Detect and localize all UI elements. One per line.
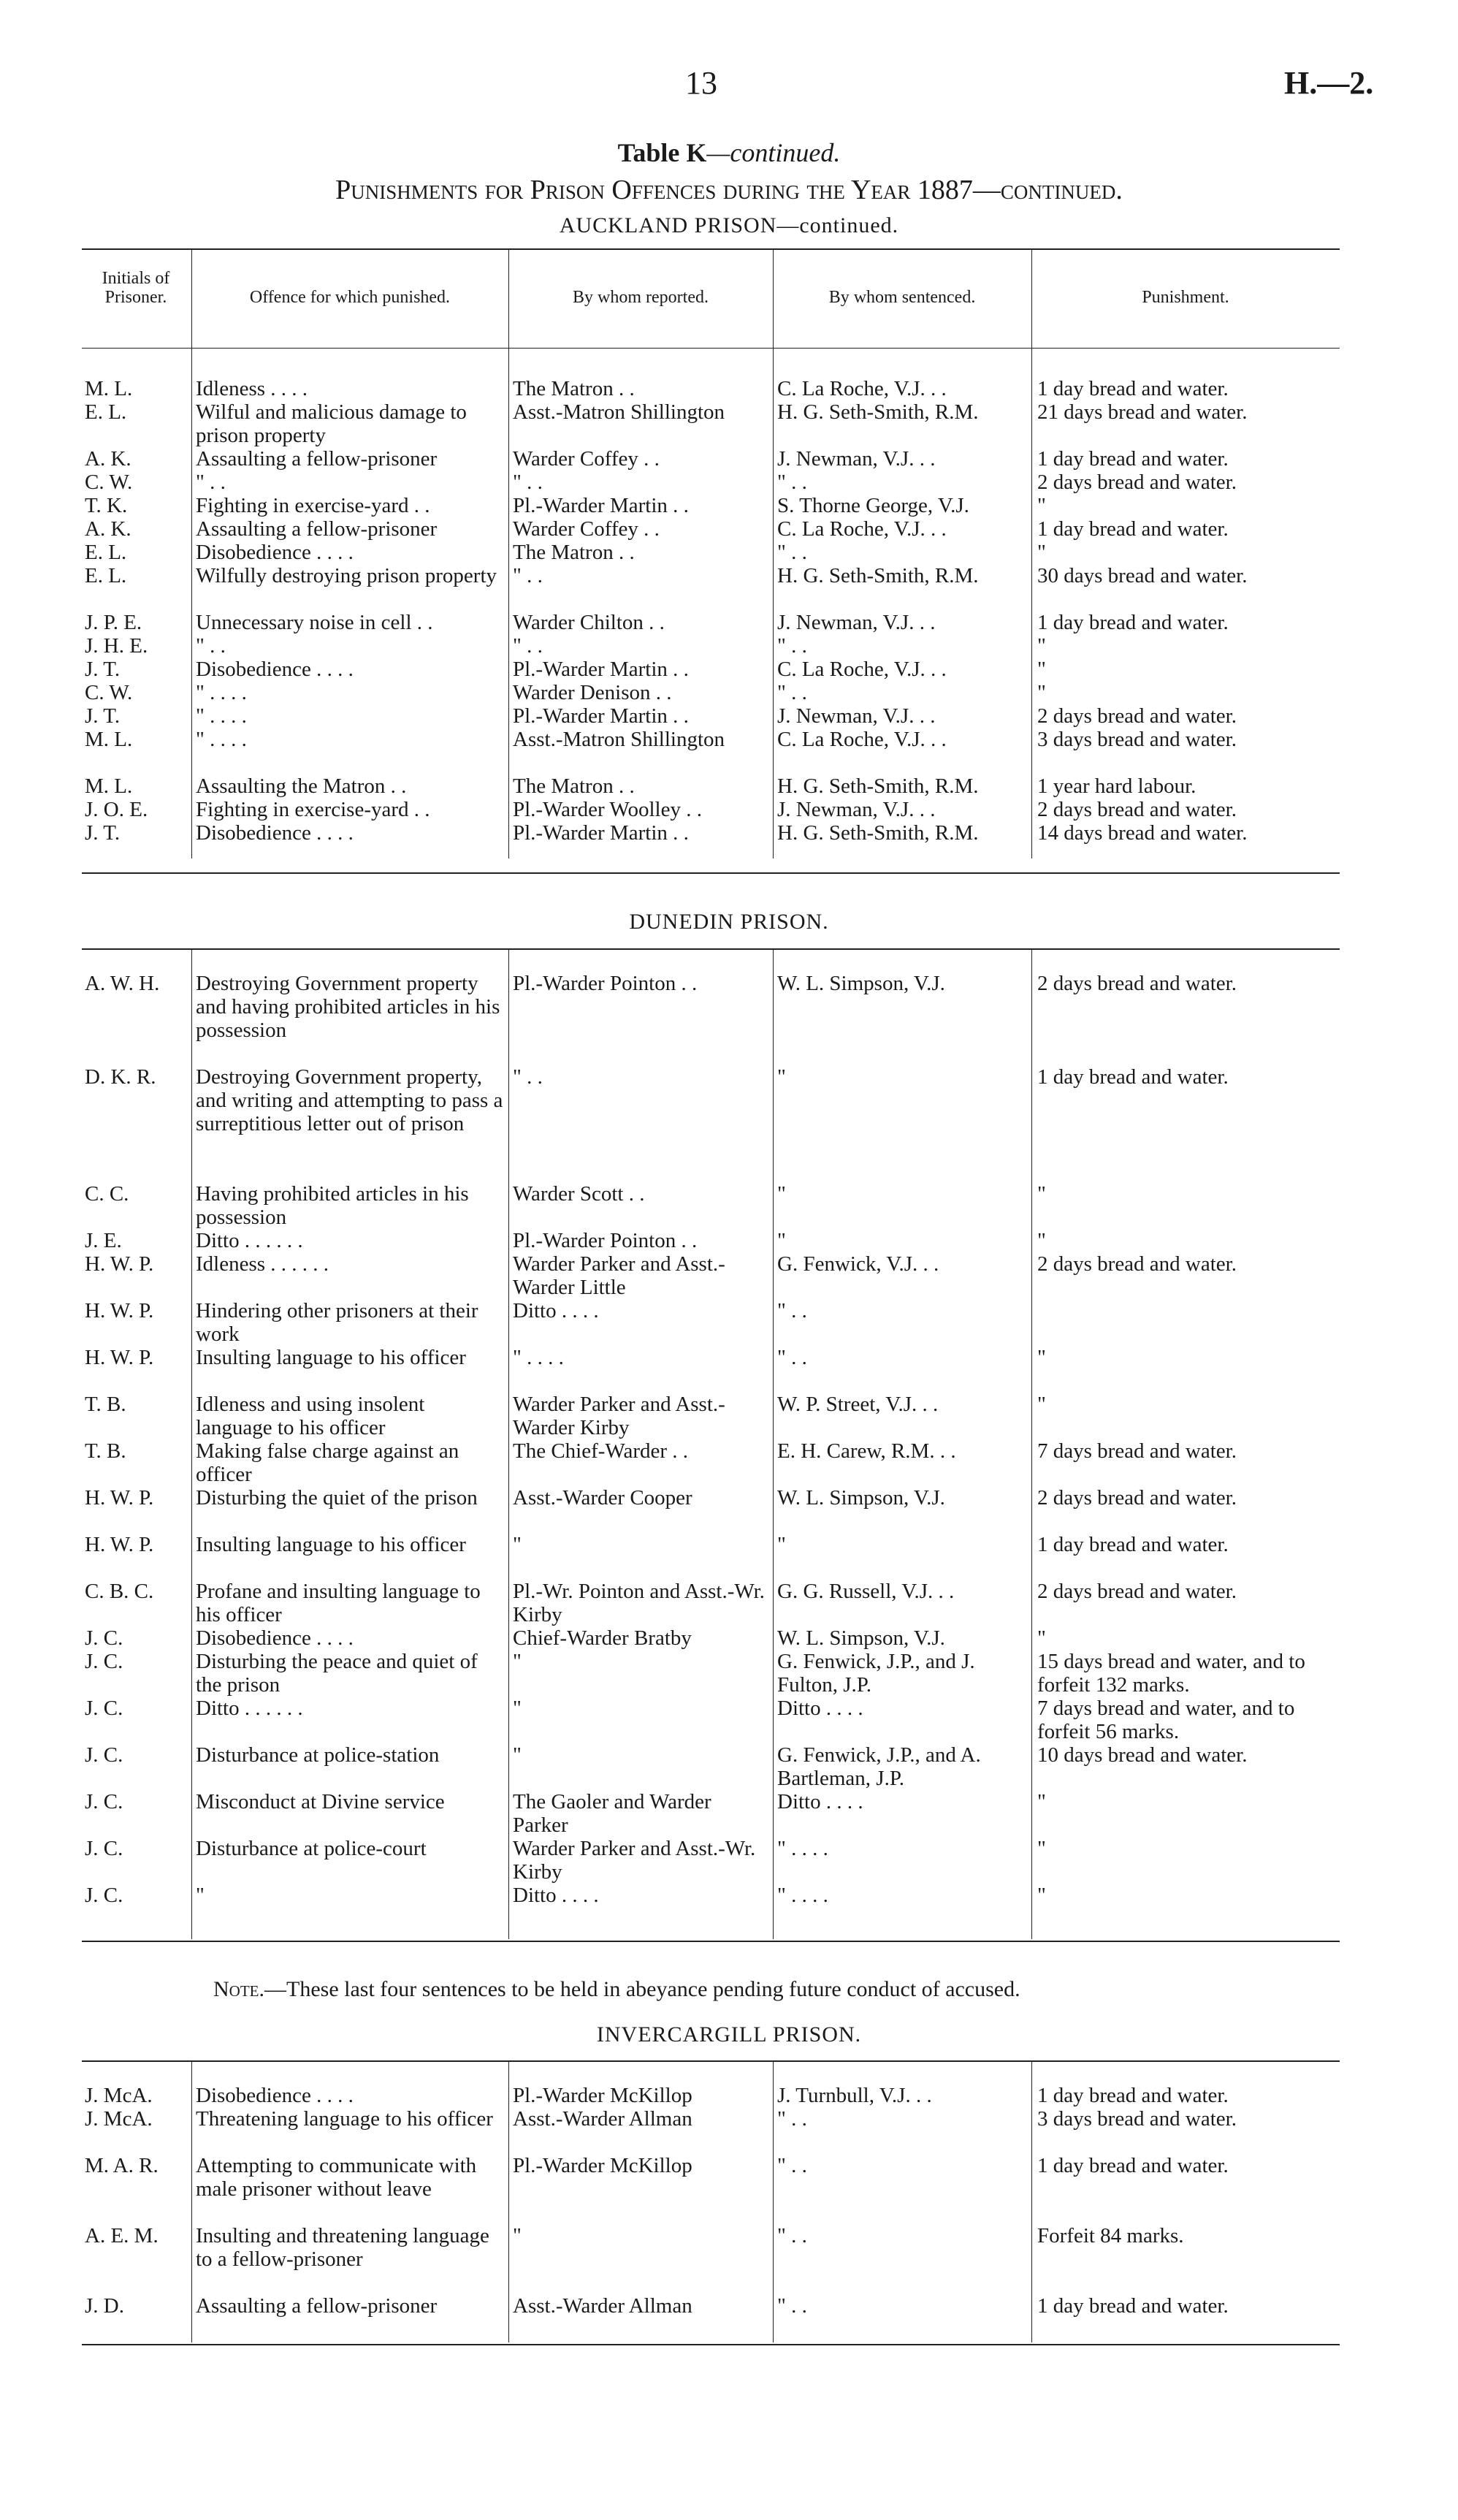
cell-sentenced-by: G. Fenwick, J.P., and J. Fulton, J.P. [777,1650,975,1697]
cell-sentenced-by: J. Newman, V.J. . . [777,447,936,471]
cell-reported-by: " [513,1697,522,1720]
cell-initials: J. McA. [85,2084,153,2107]
cell-punishment: 1 day bread and water. [1037,2084,1229,2107]
cell-offence: Making false charge against an officer [196,1439,459,1486]
cell-punishment: 21 days bread and water. [1037,400,1248,424]
page-number: 13 [685,65,717,101]
column-header-reported: By whom reported. [573,288,709,307]
cell-initials: T. B. [85,1393,126,1416]
cell-punishment: " [1037,658,1046,681]
cell-punishment: 2 days bread and water. [1037,1580,1237,1603]
cell-reported-by: Pl.-Warder Martin . . [513,494,689,517]
cell-reported-by: " . . . . [513,1346,564,1369]
cell-initials: E. L. [85,564,127,587]
cell-initials: J. T. [85,821,121,845]
cell-punishment: 7 days bread and water, and to forfeit 56 marks. [1037,1697,1295,1743]
cell-sentenced-by: G. G. Russell, V.J. . . [777,1580,955,1603]
cell-sentenced-by: H. G. Seth-Smith, R.M. [777,774,979,798]
cell-sentenced-by: J. Newman, V.J. . . [777,704,936,728]
cell-reported-by: " . . [513,1065,543,1089]
cell-initials: C. W. [85,471,133,494]
cell-reported-by: " [513,1743,522,1767]
cell-punishment: " [1037,681,1046,704]
cell-initials: E. L. [85,541,127,564]
cell-initials: J. D. [85,2294,124,2318]
dunedin-table-bottom-rule [82,1941,1340,1942]
cell-initials: M. L. [85,774,133,798]
cell-reported-by: Ditto . . . . [513,1884,599,1907]
cell-punishment: 2 days bread and water. [1037,972,1237,995]
cell-reported-by: Warder Parker and Asst.-Wr. Kirby [513,1837,756,1884]
cell-initials: J. C. [85,1650,123,1673]
cell-initials: C. C. [85,1182,129,1206]
cell-punishment: 15 days bread and water, and to forfeit 132 marks. [1037,1650,1305,1697]
cell-offence: Assaulting a fellow-prisoner [196,2294,438,2318]
cell-initials: T. K. [85,494,128,517]
cell-reported-by: Pl.-Warder Martin . . [513,821,689,845]
cell-punishment: " [1037,1884,1046,1907]
cell-initials: J. P. E. [85,611,142,634]
cell-sentenced-by: " . . [777,681,807,704]
cell-initials: J. O. E. [85,798,148,821]
cell-reported-by: Warder Chilton . . [513,611,665,634]
cell-sentenced-by: " . . [777,2224,807,2247]
cell-offence: Disturbing the quiet of the prison [196,1486,478,1510]
cell-punishment: 1 day bread and water. [1037,2154,1229,2177]
cell-reported-by: Warder Parker and Asst.-Warder Little [513,1252,725,1299]
document-reference: H.—2. [1284,65,1374,101]
cell-initials: J. C. [85,1790,123,1813]
cell-offence: Idleness . . . . . . [196,1252,329,1276]
cell-reported-by: Warder Denison . . [513,681,672,704]
cell-sentenced-by: C. La Roche, V.J. . . [777,377,947,400]
cell-initials: A. E. M. [85,2224,159,2247]
cell-punishment: " [1037,1346,1046,1369]
dunedin-column-rule-4 [1031,948,1032,1939]
cell-sentenced-by: E. H. Carew, R.M. . . [777,1439,956,1463]
cell-reported-by: " . . [513,634,543,658]
cell-initials: J. C. [85,1743,123,1767]
cell-sentenced-by: C. La Roche, V.J. . . [777,728,947,751]
cell-sentenced-by: G. Fenwick, J.P., and A. Bartleman, J.P. [777,1743,981,1790]
cell-punishment: " [1037,1393,1046,1416]
table-title: Table K—continued. [617,138,841,167]
column-header-offence: Offence for which punished. [249,288,451,307]
invercargill-table-top-rule [82,2060,1340,2062]
cell-sentenced-by: W. L. Simpson, V.J. [777,1626,945,1650]
cell-sentenced-by: " . . [777,634,807,658]
cell-reported-by: Warder Coffey . . [513,447,660,471]
cell-initials: J. C. [85,1626,123,1650]
cell-sentenced-by: C. La Roche, V.J. . . [777,517,947,541]
cell-initials: J. T. [85,658,121,681]
invercargill-column-rule-2 [508,2060,509,2342]
cell-sentenced-by: W. L. Simpson, V.J. [777,972,945,995]
cell-initials: J. T. [85,704,121,728]
cell-offence: Disobedience . . . . [196,541,354,564]
cell-initials: J. C. [85,1884,123,1907]
cell-punishment: Forfeit 84 marks. [1037,2224,1184,2247]
cell-punishment: 2 days bread and water. [1037,471,1237,494]
cell-sentenced-by: " . . [777,471,807,494]
cell-initials: H. W. P. [85,1299,154,1322]
cell-punishment: 7 days bread and water. [1037,1439,1237,1463]
dunedin-table-top-rule [82,948,1340,950]
cell-sentenced-by: Ditto . . . . [777,1790,863,1813]
cell-sentenced-by: J. Newman, V.J. . . [777,611,936,634]
cell-sentenced-by: J. Turnbull, V.J. . . [777,2084,932,2107]
cell-offence: Fighting in exercise-yard . . [196,798,430,821]
dunedin-column-rule-2 [508,948,509,1939]
cell-punishment: 14 days bread and water. [1037,821,1248,845]
cell-offence: Disobedience . . . . [196,658,354,681]
cell-offence: " . . [196,634,226,658]
cell-punishment: " [1037,1229,1046,1252]
cell-sentenced-by: H. G. Seth-Smith, R.M. [777,564,979,587]
cell-offence: Having prohibited articles in his possession [196,1182,469,1229]
cell-reported-by: Ditto . . . . [513,1299,599,1322]
cell-punishment: 1 day bread and water. [1037,517,1229,541]
cell-punishment: " [1037,1182,1046,1206]
cell-offence: Assaulting the Matron . . [196,774,407,798]
cell-reported-by: Pl.-Warder Pointon . . [513,1229,698,1252]
cell-offence: " [196,1884,205,1907]
auckland-table-bottom-rule [82,872,1340,874]
cell-offence: Ditto . . . . . . [196,1697,303,1720]
column-rule-3 [773,248,774,859]
cell-offence: Unnecessary noise in cell . . [196,611,433,634]
invercargill-column-rule-3 [773,2060,774,2342]
cell-punishment: 1 day bread and water. [1037,2294,1229,2318]
cell-punishment: " [1037,1790,1046,1813]
cell-reported-by: Asst.-Matron Shillington [513,728,725,751]
cell-offence: Insulting language to his officer [196,1346,466,1369]
cell-punishment: " [1037,494,1046,517]
cell-initials: E. L. [85,400,127,424]
cell-sentenced-by: " . . . . [777,1884,828,1907]
cell-initials: J. E. [85,1229,122,1252]
cell-reported-by: The Gaoler and Warder Parker [513,1790,711,1837]
cell-punishment: " [1037,541,1046,564]
cell-reported-by: The Matron . . [513,774,635,798]
cell-offence: Disobedience . . . . [196,821,354,845]
cell-initials: J. McA. [85,2107,153,2131]
cell-initials: A. K. [85,447,131,471]
cell-sentenced-by: S. Thorne George, V.J. [777,494,969,517]
cell-reported-by: " . . [513,471,543,494]
cell-reported-by: Warder Parker and Asst.-Warder Kirby [513,1393,725,1439]
invercargill-table-bottom-rule [82,2344,1340,2345]
cell-offence: Threatening language to his officer [196,2107,493,2131]
cell-initials: M. L. [85,377,133,400]
cell-sentenced-by: Ditto . . . . [777,1697,863,1720]
dunedin-column-rule-1 [191,948,192,1939]
cell-reported-by: The Matron . . [513,377,635,400]
cell-punishment: 10 days bread and water. [1037,1743,1248,1767]
cell-reported-by: " [513,1650,522,1673]
column-rule-1 [191,248,192,859]
cell-initials: C. W. [85,681,133,704]
cell-offence: Assaulting a fellow-prisoner [196,447,438,471]
cell-offence: Disturbing the peace and quiet of the prison [196,1650,478,1697]
cell-initials: A. W. H. [85,972,160,995]
column-header-initials: Initials of Prisoner. [102,269,170,307]
cell-punishment: " [1037,1837,1046,1860]
cell-reported-by: " [513,1533,522,1556]
cell-initials: M. L. [85,728,133,751]
cell-sentenced-by: H. G. Seth-Smith, R.M. [777,400,979,424]
cell-offence: Wilful and malicious damage to prison property [196,400,467,447]
cell-offence: Misconduct at Divine service [196,1790,445,1813]
cell-punishment: " [1037,634,1046,658]
cell-reported-by: Pl.-Warder Martin . . [513,658,689,681]
dunedin-section-title: DUNEDIN PRISON. [629,910,829,934]
cell-offence: Attempting to communicate with male prisoner without leave [196,2154,477,2201]
cell-reported-by: Pl.-Warder McKillop [513,2154,692,2177]
cell-punishment: 1 day bread and water. [1037,377,1229,400]
cell-punishment: 2 days bread and water. [1037,798,1237,821]
cell-reported-by: Asst.-Matron Shillington [513,400,725,424]
auckland-section-title: AUCKLAND PRISON—continued. [559,213,899,237]
cell-punishment: 1 day bread and water. [1037,1065,1229,1089]
cell-initials: C. B. C. [85,1580,154,1603]
cell-sentenced-by: " . . [777,541,807,564]
cell-punishment: 2 days bread and water. [1037,1252,1237,1276]
cell-initials: H. W. P. [85,1486,154,1510]
cell-offence: Destroying Government property, and writing and attempting to pass a surreptitious letter out of prison [196,1065,503,1135]
column-rule-4 [1031,248,1032,859]
cell-offence: Destroying Government property and having prohibited articles in his possession [196,972,500,1042]
cell-reported-by: The Matron . . [513,541,635,564]
cell-offence: " . . . . [196,681,247,704]
dunedin-footnote: Note.—These last four sentences to be held in abeyance pending future conduct of accused. [213,1977,1020,2001]
cell-punishment: 30 days bread and water. [1037,564,1248,587]
cell-punishment: 1 day bread and water. [1037,447,1229,471]
cell-sentenced-by: " . . [777,2294,807,2318]
cell-sentenced-by: " . . [777,1346,807,1369]
cell-reported-by: Pl.-Wr. Pointon and Asst.-Wr. Kirby [513,1580,765,1626]
cell-offence: Disturbance at police-court [196,1837,427,1860]
cell-reported-by: Pl.-Warder Pointon . . [513,972,698,995]
cell-reported-by: Pl.-Warder Woolley . . [513,798,702,821]
cell-initials: H. W. P. [85,1252,154,1276]
invercargill-column-rule-4 [1031,2060,1032,2342]
cell-punishment: 2 days bread and water. [1037,704,1237,728]
cell-offence: Idleness . . . . [196,377,308,400]
cell-sentenced-by: J. Newman, V.J. . . [777,798,936,821]
cell-initials: H. W. P. [85,1533,154,1556]
column-header-punishment: Punishment. [1142,288,1229,307]
cell-offence: Disobedience . . . . [196,1626,354,1650]
cell-initials: T. B. [85,1439,126,1463]
cell-initials: J. C. [85,1697,123,1720]
table-subtitle: Punishments for Prison Offences during the Year 1887—continued. [335,175,1123,205]
cell-offence: Wilfully destroying prison property [196,564,497,587]
cell-sentenced-by: W. L. Simpson, V.J. [777,1486,945,1510]
cell-offence: " . . . . [196,704,247,728]
cell-sentenced-by: " . . [777,2154,807,2177]
table-top-rule [82,248,1340,250]
cell-offence: Ditto . . . . . . [196,1229,303,1252]
cell-offence: Idleness and using insolent language to his officer [196,1393,425,1439]
cell-reported-by: Pl.-Warder McKillop [513,2084,692,2107]
cell-offence: " . . [196,471,226,494]
cell-initials: J. H. E. [85,634,148,658]
cell-reported-by: " . . [513,564,543,587]
cell-sentenced-by: " . . . . [777,1837,828,1860]
cell-punishment: 1 year hard labour. [1037,774,1196,798]
cell-sentenced-by: G. Fenwick, V.J. . . [777,1252,939,1276]
cell-sentenced-by: C. La Roche, V.J. . . [777,658,947,681]
cell-sentenced-by: " [777,1533,786,1556]
cell-punishment: 3 days bread and water. [1037,2107,1237,2131]
cell-offence: Profane and insulting language to his officer [196,1580,481,1626]
cell-offence: Hindering other prisoners at their work [196,1299,478,1346]
cell-reported-by: Asst.-Warder Cooper [513,1486,692,1510]
dunedin-column-rule-3 [773,948,774,1939]
cell-sentenced-by: " [777,1065,786,1089]
cell-offence: " . . . . [196,728,247,751]
cell-reported-by: Chief-Warder Bratby [513,1626,692,1650]
cell-sentenced-by: W. P. Street, V.J. . . [777,1393,939,1416]
column-rule-2 [508,248,509,859]
cell-punishment: 2 days bread and water. [1037,1486,1237,1510]
cell-reported-by: Warder Scott . . [513,1182,645,1206]
cell-sentenced-by: H. G. Seth-Smith, R.M. [777,821,979,845]
cell-sentenced-by: " [777,1229,786,1252]
cell-offence: Assaulting a fellow-prisoner [196,517,438,541]
cell-initials: H. W. P. [85,1346,154,1369]
cell-offence: Disturbance at police-station [196,1743,440,1767]
cell-punishment: 3 days bread and water. [1037,728,1237,751]
cell-reported-by: Asst.-Warder Allman [513,2107,692,2131]
cell-offence: Insulting and threatening language to a fellow-prisoner [196,2224,489,2271]
cell-punishment: 1 day bread and water. [1037,611,1229,634]
cell-sentenced-by: " . . [777,1299,807,1322]
invercargill-column-rule-1 [191,2060,192,2342]
invercargill-section-title: INVERCARGILL PRISON. [596,2022,862,2047]
cell-offence: Disobedience . . . . [196,2084,354,2107]
cell-reported-by: Pl.-Warder Martin . . [513,704,689,728]
cell-punishment: 1 day bread and water. [1037,1533,1229,1556]
header-bottom-rule [82,348,1340,349]
cell-sentenced-by: " [777,1182,786,1206]
cell-reported-by: Warder Coffey . . [513,517,660,541]
cell-reported-by: Asst.-Warder Allman [513,2294,692,2318]
cell-sentenced-by: " . . [777,2107,807,2131]
cell-offence: Insulting language to his officer [196,1533,466,1556]
cell-initials: A. K. [85,517,131,541]
cell-reported-by: The Chief-Warder . . [513,1439,689,1463]
cell-initials: J. C. [85,1837,123,1860]
cell-reported-by: " [513,2224,522,2247]
cell-initials: D. K. R. [85,1065,156,1089]
cell-punishment: " [1037,1626,1046,1650]
column-header-sentenced: By whom sentenced. [828,288,976,307]
cell-offence: Fighting in exercise-yard . . [196,494,430,517]
cell-initials: M. A. R. [85,2154,159,2177]
